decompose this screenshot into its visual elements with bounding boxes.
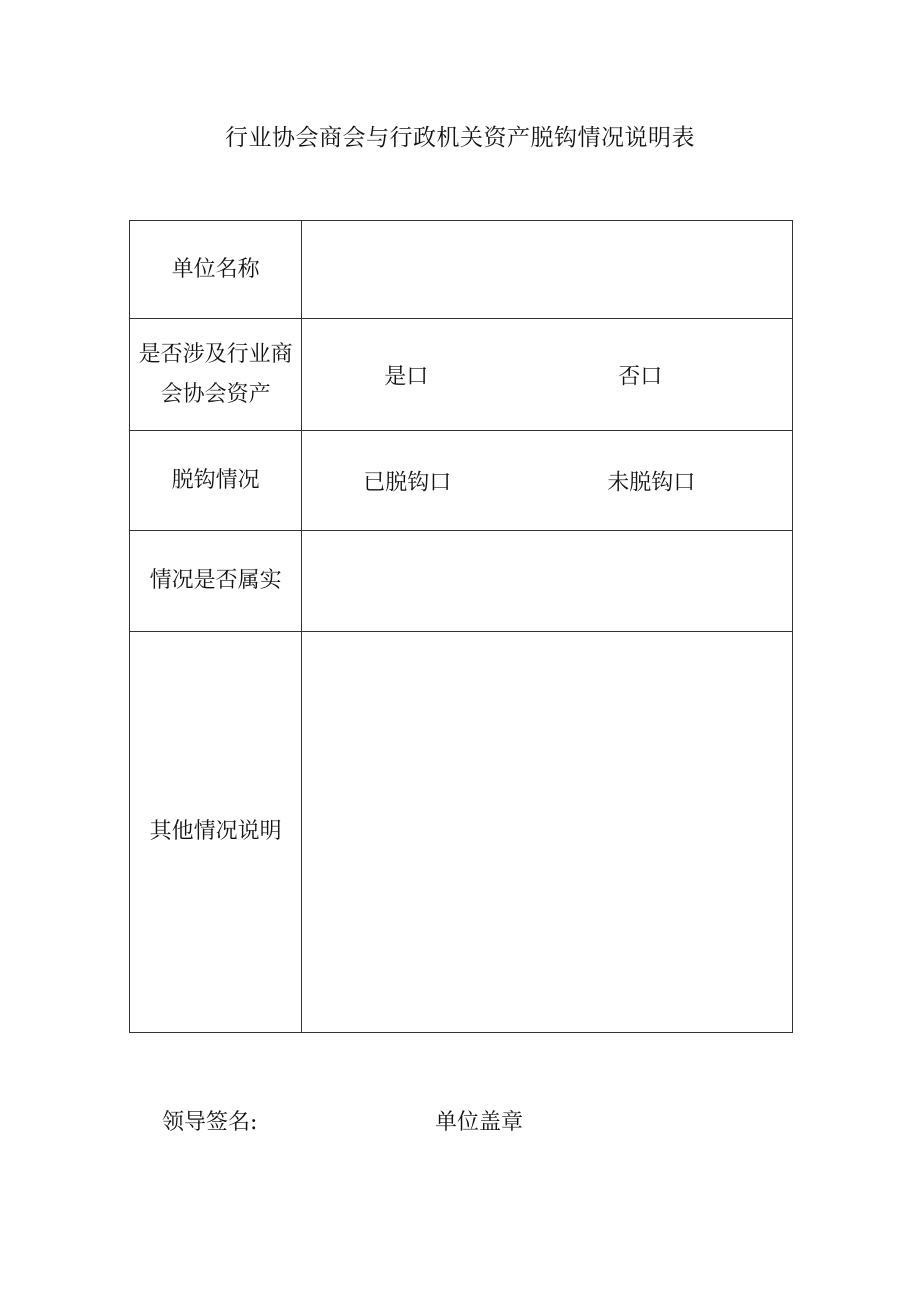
label-text-line-1: 是否涉及行业商: [138, 341, 293, 367]
form-row-decoupling-status: [130, 431, 793, 531]
label-decoupling-status: [130, 431, 302, 531]
label-text: 脱钩情况: [171, 467, 260, 493]
option-no-checkbox[interactable]: 否口: [618, 364, 663, 389]
label-text-line-2: 会协会资产: [160, 381, 271, 407]
form-row-involves-assets: [130, 319, 793, 431]
field-involves-assets: [302, 319, 793, 431]
option-decoupled-checkbox[interactable]: 已脱钩口: [363, 470, 452, 495]
label-involves-assets: [130, 319, 302, 431]
asset-decoupling-form: [129, 220, 793, 1033]
field-unit-name[interactable]: [302, 221, 793, 319]
label-other-notes: [130, 632, 302, 1033]
label-text: 情况是否属实: [149, 568, 282, 593]
leader-signature-label: 领导签名:: [162, 1110, 258, 1135]
label-text: 单位名称: [171, 256, 260, 282]
document-title: 行业协会商会与行政机关资产脱钩情况说明表: [225, 125, 695, 151]
form-row-other-notes: [130, 632, 793, 1033]
form-row-verified: [130, 531, 793, 632]
form-row-unit-name: [130, 221, 793, 319]
field-verified[interactable]: [302, 531, 793, 632]
label-unit-name: [130, 221, 302, 319]
option-yes-checkbox[interactable]: 是口: [384, 364, 429, 389]
unit-seal-label: 单位盖章: [435, 1110, 524, 1135]
option-not-decoupled-checkbox[interactable]: 未脱钩口: [607, 470, 696, 495]
field-decoupling-status: [302, 431, 793, 531]
label-text: 其他情况说明: [149, 819, 282, 844]
field-other-notes[interactable]: [302, 632, 793, 1033]
label-verified: [130, 531, 302, 632]
